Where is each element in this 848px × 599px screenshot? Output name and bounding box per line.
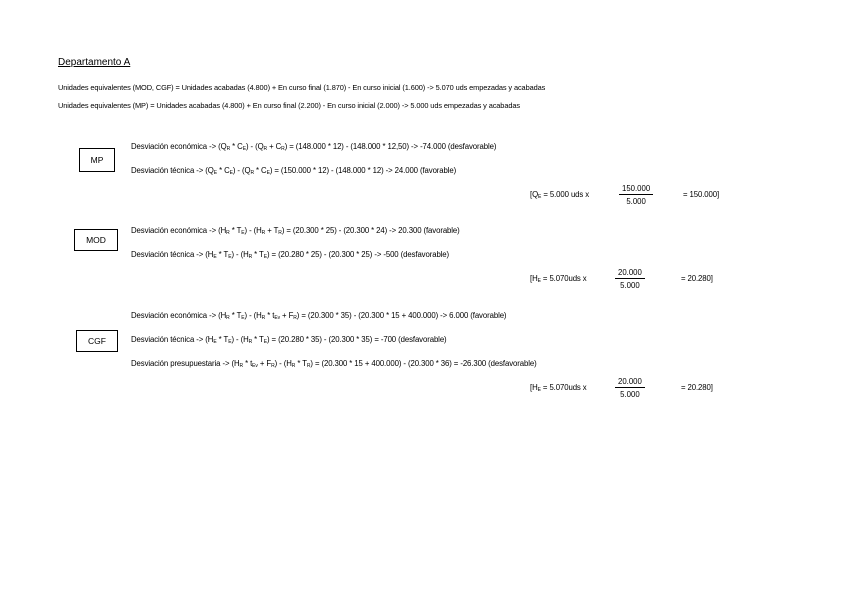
mod-fraction-numerator: 20.000 (615, 268, 645, 279)
cgf-technical-deviation: Desviación técnica -> $(H_E * T_E) - (H_R * T_E) = (20.280 * 35) - (20.300 * 35) = -700$ (desfavorable) (131, 335, 447, 345)
mp-fraction-numerator: 150.000 (619, 184, 653, 195)
intro-line-mod-cgf: Unidades equivalentes (MOD, CGF) = Unidades acabadas (4.800) + En curso final (1.870) - En curso inicial (1.600) -> 5.070 uds empezadas y acabadas (58, 83, 546, 92)
cgf-budget-deviation: Desviación presupuestaria -> $(H_R * t_{Ev} + F_R) - (H_R * T_R) = (20.300 * 15 + 400.000) - (20.300 * 36) = -26.300$ (desfavorable) (131, 359, 537, 369)
mp-fraction-denominator: 5.000 (626, 197, 646, 206)
mod-technical-deviation: Desviación técnica -> $(H_E * T_E) - (H_R * T_E) = (20.280 * 25) - (20.300 * 25) -> -500$ (desfavorable) (131, 250, 450, 260)
mod-formula-lhs: [$H_E = 5.070uds$ x (530, 274, 587, 284)
mod-formula-result: = 20.280] (681, 274, 713, 283)
mod-label: MOD (86, 235, 106, 245)
cgf-fraction-numerator: 20.000 (615, 377, 645, 388)
cgf-label: CGF (88, 336, 106, 346)
cgf-formula-fraction (615, 377, 645, 399)
mp-formula-result: = 150.000] (683, 190, 720, 199)
mp-formula-lhs: [$Q_E = 5.000$ uds x (530, 190, 590, 200)
mod-economic-deviation: Desviación económica -> $(H_R * T_E) - (H_R + T_R) = (20.300 * 25) - (20.300 * 24) -> 20.300$ (favorable) (131, 226, 460, 236)
mp-box (79, 148, 115, 172)
mod-box (74, 229, 118, 251)
mp-label: MP (90, 155, 104, 165)
mod-fraction-denominator: 5.000 (620, 281, 640, 290)
cgf-fraction-denominator: 5.000 (620, 390, 640, 399)
cgf-formula-lhs: [$H_E = 5.070uds$ x (530, 383, 587, 393)
mp-economic-deviation: Desviación económica -> $(Q_R * C_E) - (Q_R + C_R) = (148.000 * 12) - (148.000 * 12,50) -> -74.000$ (desfavorable) (131, 142, 497, 152)
cgf-formula-result: = 20.280] (681, 383, 713, 392)
page-title: Departamento A (58, 57, 131, 68)
mp-technical-deviation: Desviación técnica -> $(Q_E * C_E) - (Q_R * C_E) = (150.000 * 12) - (148.000 * 12) -> 24.000$ (favorable) (131, 166, 457, 176)
mp-formula-fraction (619, 184, 653, 206)
cgf-box (76, 330, 118, 352)
intro-line-mp: Unidades equivalentes (MP) = Unidades acabadas (4.800) + En curso final (2.200) - En curso inicial (2.000) -> 5.000 uds empezadas y acabadas (58, 101, 520, 110)
mod-formula-fraction (615, 268, 645, 290)
cgf-economic-deviation: Desviación económica -> $(H_R * T_E) - (H_R * t_{Ev} + F_R) = (20.300 * 35) - (20.300 * 15 + 400.000) -> 6.000$ (favorable) (131, 311, 507, 321)
